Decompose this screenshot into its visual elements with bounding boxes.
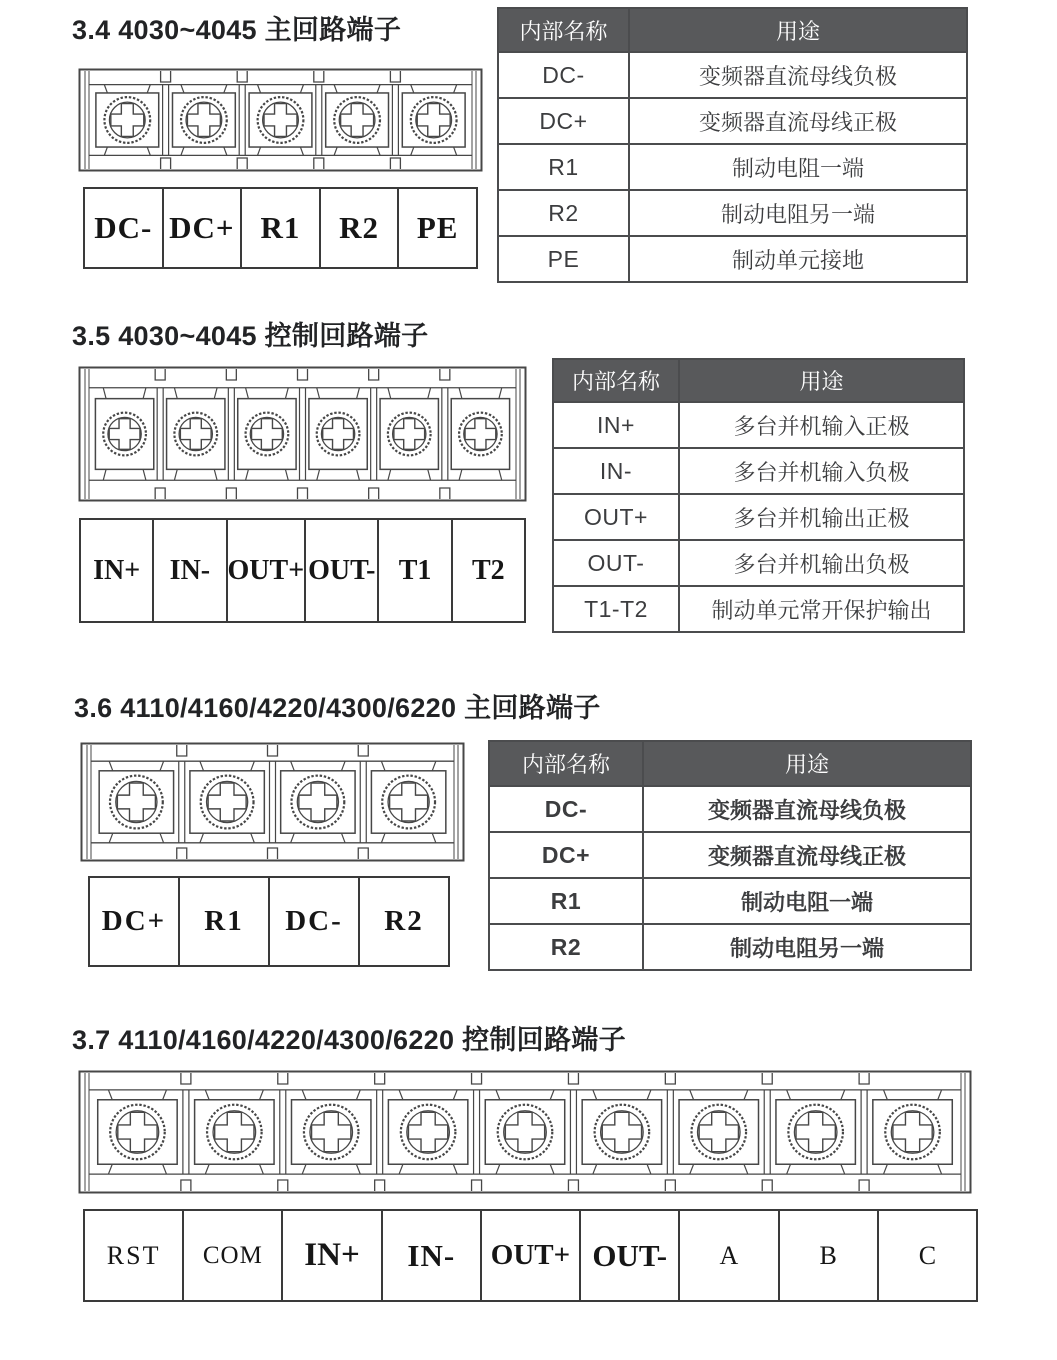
table-row	[489, 924, 971, 970]
terminal-label-cell: DC-	[270, 878, 360, 965]
table-header-row	[498, 8, 967, 52]
col-header-usage: 用途	[629, 8, 967, 52]
terminal-table-3-4	[497, 7, 968, 283]
terminal-label-cell: DC-	[85, 189, 164, 267]
terminal-label-cell: IN+	[283, 1211, 382, 1300]
col-header-usage: 用途	[643, 741, 971, 786]
section-3-4-title: 3.4 4030~4045 主回路端子	[72, 15, 402, 45]
terminal-name-cell: DC+	[489, 832, 643, 878]
usage-cell: 制动电阻另一端	[629, 190, 967, 236]
terminal-label-cell: R1	[242, 189, 321, 267]
usage-cell: 变频器直流母线负极	[643, 786, 971, 832]
terminal-label-strip-3-5	[79, 518, 526, 623]
terminal-label-cell: DC+	[90, 878, 180, 965]
terminal-label-cell: A	[680, 1211, 779, 1300]
terminal-name-cell: IN-	[553, 448, 679, 494]
terminal-name-cell: T1-T2	[553, 586, 679, 632]
table-row	[498, 144, 967, 190]
terminal-label-cell: C	[918, 1240, 937, 1270]
terminal-label-cell: OUT+	[482, 1211, 581, 1300]
table-row	[553, 586, 964, 632]
usage-cell: 制动单元常开保护输出	[679, 586, 964, 632]
terminal-name-cell: DC+	[498, 98, 629, 144]
table-header-row	[553, 359, 964, 402]
col-header-internal-name: 内部名称	[498, 8, 629, 52]
terminal-block-drawing-3-7	[78, 1070, 972, 1194]
table-row	[498, 190, 967, 236]
terminal-name-cell: R1	[498, 144, 629, 190]
terminal-label-cell: IN-	[383, 1211, 482, 1300]
terminal-name-cell: DC-	[498, 52, 629, 98]
usage-cell: 制动电阻一端	[629, 144, 967, 190]
usage-cell: 多台并机输入负极	[679, 448, 964, 494]
terminal-label-strip-3-7	[83, 1209, 978, 1302]
terminal-label-cell: OUT-	[306, 520, 379, 621]
terminal-name-cell: OUT+	[553, 494, 679, 540]
terminal-label-cell: DC+	[164, 189, 243, 267]
usage-cell: 多台并机输出负极	[679, 540, 964, 586]
terminal-label-cell: IN+	[81, 520, 154, 621]
table-header-row	[489, 741, 971, 786]
terminal-name-cell: R2	[498, 190, 629, 236]
terminal-name-cell: PE	[498, 236, 629, 282]
usage-cell: 变频器直流母线正极	[643, 832, 971, 878]
terminal-name-cell: DC-	[489, 786, 643, 832]
table-row	[489, 878, 971, 924]
terminal-name-cell: R2	[489, 924, 643, 970]
terminal-label-cell: R1	[180, 878, 270, 965]
table-row	[553, 494, 964, 540]
table-row	[553, 540, 964, 586]
usage-cell: 变频器直流母线负极	[629, 52, 967, 98]
table-row	[498, 98, 967, 144]
terminal-label-cell: COM	[184, 1211, 283, 1300]
terminal-label-cell: IN-	[154, 520, 227, 621]
terminal-block-drawing-3-4	[78, 68, 483, 172]
terminal-name-cell: IN+	[553, 402, 679, 448]
terminal-label-strip-3-6	[88, 876, 450, 967]
col-header-internal-name: 内部名称	[553, 359, 679, 402]
table-row	[553, 402, 964, 448]
terminal-label-cell: T2	[471, 554, 505, 586]
usage-cell: 制动电阻一端	[643, 878, 971, 924]
terminal-label-cell: RST	[85, 1211, 184, 1300]
col-header-usage: 用途	[679, 359, 964, 402]
section-3-6-title: 3.6 4110/4160/4220/4300/6220 主回路端子	[74, 693, 601, 723]
col-header-internal-name: 内部名称	[489, 741, 643, 786]
usage-cell: 制动单元接地	[629, 236, 967, 282]
terminal-name-cell: OUT-	[553, 540, 679, 586]
terminal-label-cell: T1	[379, 520, 452, 621]
terminal-name-cell: R1	[489, 878, 643, 924]
terminal-label-cell: R2	[384, 905, 424, 937]
terminal-label-cell: OUT+	[228, 520, 307, 621]
terminal-label-cell: B	[780, 1211, 879, 1300]
table-row	[489, 786, 971, 832]
terminal-table-3-6	[488, 740, 972, 971]
usage-cell: 多台并机输出正极	[679, 494, 964, 540]
table-row	[498, 236, 967, 282]
terminal-label-cell: R2	[321, 189, 400, 267]
table-row	[498, 52, 967, 98]
terminal-label-strip-3-4	[83, 187, 478, 269]
terminal-label-cell: OUT-	[581, 1211, 680, 1300]
table-row	[553, 448, 964, 494]
usage-cell: 变频器直流母线正极	[629, 98, 967, 144]
section-3-5-title: 3.5 4030~4045 控制回路端子	[72, 321, 429, 351]
table-row	[489, 832, 971, 878]
terminal-block-drawing-3-6	[80, 742, 465, 862]
usage-cell: 制动电阻另一端	[643, 924, 971, 970]
terminal-block-drawing-3-5	[78, 366, 527, 502]
terminal-label-cell: PE	[416, 210, 459, 245]
usage-cell: 多台并机输入正极	[679, 402, 964, 448]
section-3-7-title: 3.7 4110/4160/4220/4300/6220 控制回路端子	[72, 1025, 626, 1055]
terminal-table-3-5	[552, 358, 965, 633]
